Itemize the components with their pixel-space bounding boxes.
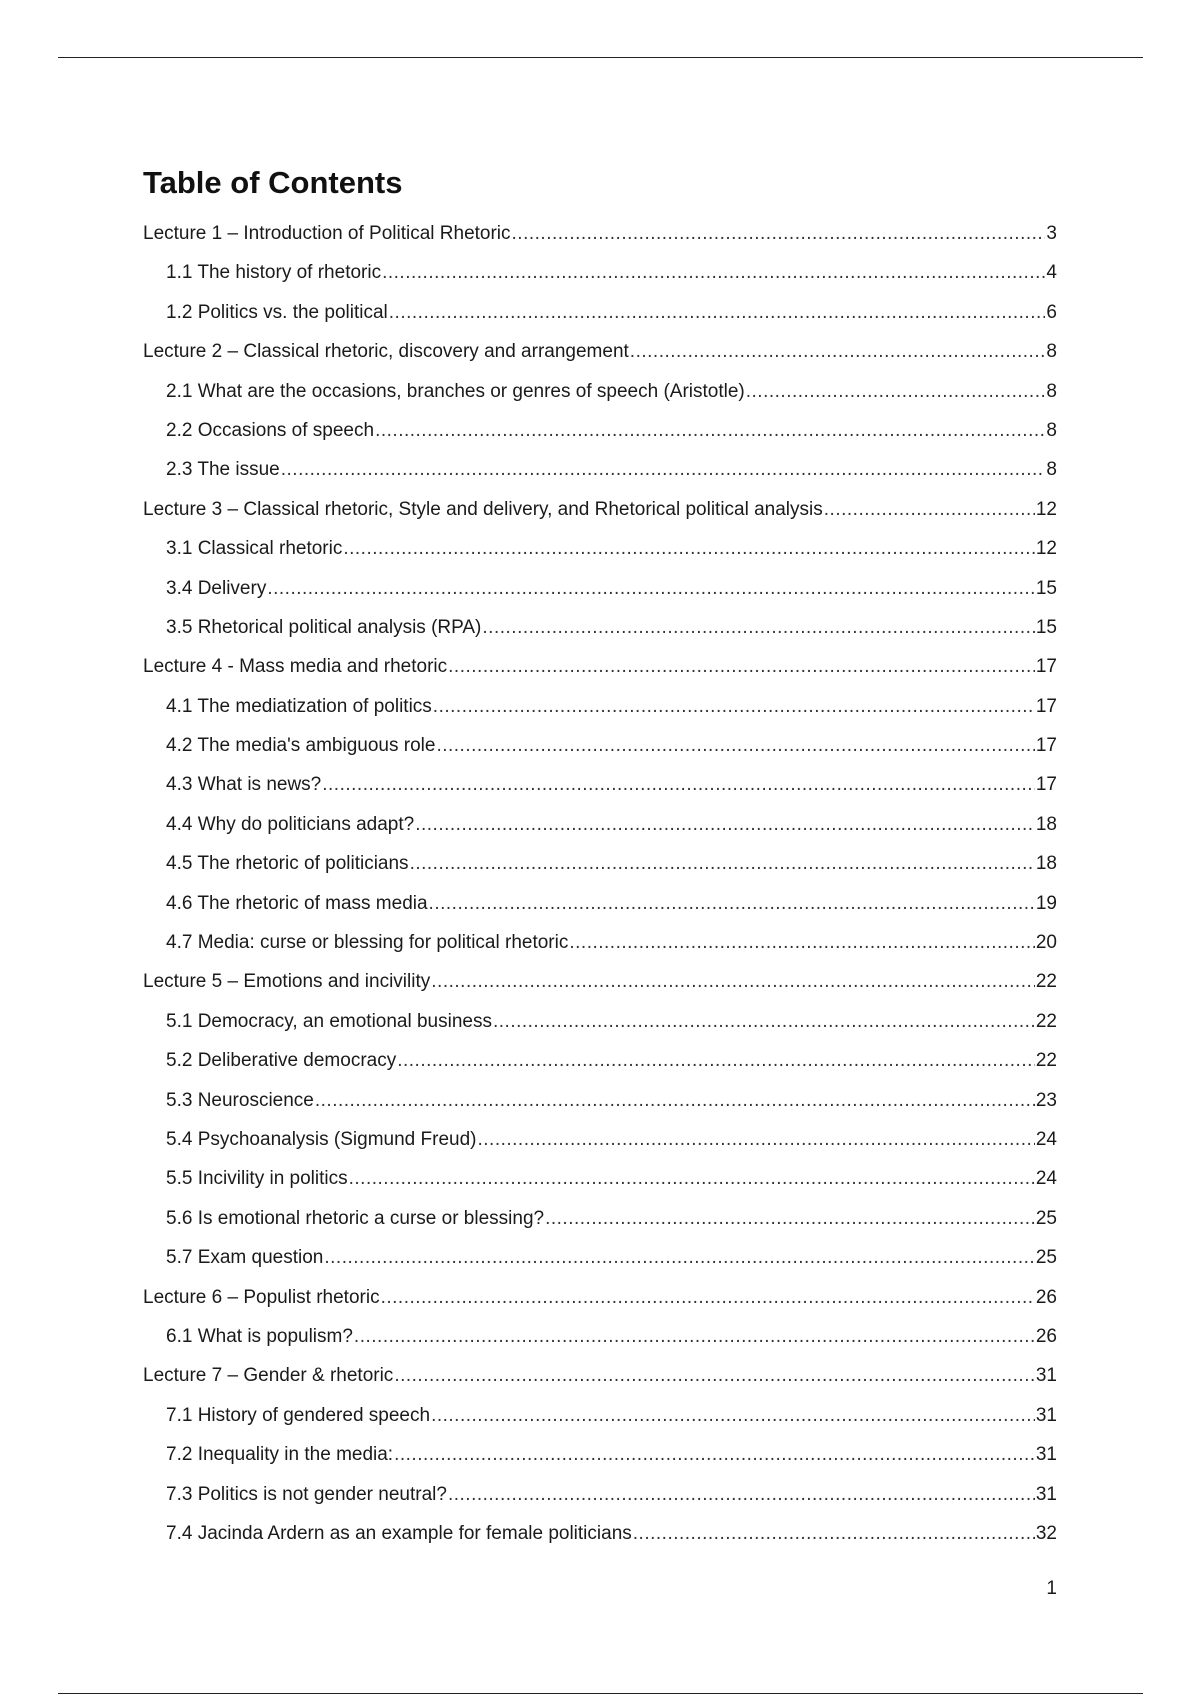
dot-leader (431, 962, 1035, 1001)
toc-entry-page: 17 (1035, 774, 1057, 796)
toc-lecture-entry[interactable] (143, 214, 1057, 253)
toc-section-entry[interactable] (143, 884, 1057, 923)
toc-section-entry[interactable] (143, 1238, 1057, 1277)
toc-entry-page: 25 (1035, 1247, 1057, 1269)
toc-entry-page: 3 (1046, 223, 1057, 244)
toc-entry-page: 31 (1035, 1365, 1057, 1387)
dot-leader (389, 293, 1046, 332)
toc-entry-page: 12 (1035, 498, 1057, 520)
toc-entry-label: 5.3 Neuroscience (166, 1089, 314, 1111)
toc-entry-label: 4.1 The mediatization of politics (166, 695, 432, 717)
dot-leader (433, 687, 1035, 726)
toc-section-entry[interactable] (143, 253, 1057, 292)
toc-section-entry[interactable] (143, 293, 1057, 332)
toc-entry-label: 4.5 The rhetoric of politicians (166, 853, 409, 875)
toc-entry-label: Lecture 2 – Classical rhetoric, discovery and arrangement (143, 341, 629, 363)
dot-leader (448, 647, 1035, 686)
dot-leader (324, 1238, 1034, 1277)
toc-lecture-entry[interactable] (143, 962, 1057, 1001)
footer-rule (58, 1693, 1143, 1694)
toc-entry-page: 31 (1035, 1483, 1057, 1505)
dot-leader (746, 372, 1046, 411)
toc-section-entry[interactable] (143, 1199, 1057, 1238)
toc-entry-page: 22 (1035, 1050, 1057, 1072)
toc-entry-label: 4.3 What is news? (166, 774, 322, 796)
toc-entry-page: 26 (1035, 1325, 1057, 1347)
toc-lecture-entry[interactable] (143, 647, 1057, 686)
dot-leader (482, 608, 1034, 647)
toc-entry-page: 31 (1035, 1404, 1057, 1426)
toc-section-entry[interactable] (143, 1396, 1057, 1435)
toc-entry-page: 19 (1035, 892, 1057, 914)
toc-entry-page: 4 (1046, 262, 1057, 284)
page-title: Table of Contents (143, 165, 403, 200)
toc-entry-label: 4.7 Media: curse or blessing for political rhetoric (166, 932, 569, 954)
toc-section-entry[interactable] (143, 805, 1057, 844)
toc-entry-label: 1.1 The history of rhetoric (166, 262, 382, 284)
dot-leader (448, 1475, 1035, 1514)
toc-entry-page: 18 (1035, 813, 1057, 835)
toc-entry-label: 7.2 Inequality in the media: (166, 1444, 394, 1466)
toc-entry-label: Lecture 6 – Populist rhetoric (143, 1286, 380, 1308)
toc-lecture-entry[interactable] (143, 1278, 1057, 1317)
dot-leader (415, 805, 1035, 844)
toc-entry-label: 5.5 Incivility in politics (166, 1168, 348, 1190)
toc-entry-label: 7.4 Jacinda Ardern as an example for female politicians (166, 1522, 632, 1544)
toc-entry-label: 2.2 Occasions of speech (166, 419, 375, 441)
toc-section-entry[interactable] (143, 1435, 1057, 1474)
toc-lecture-entry[interactable] (143, 490, 1057, 529)
dot-leader (382, 253, 1045, 292)
toc-entry-page: 6 (1046, 301, 1057, 323)
toc-lecture-entry[interactable] (143, 1356, 1057, 1395)
toc-entry-page: 26 (1035, 1286, 1057, 1308)
toc-entry-label: 2.1 What are the occasions, branches or genres of speech (Aristotle) (166, 380, 745, 402)
dot-leader (569, 923, 1035, 962)
toc-entry-page: 15 (1035, 577, 1057, 599)
toc-section-entry[interactable] (143, 1159, 1057, 1198)
toc-entry-page: 8 (1046, 419, 1057, 441)
dot-leader (394, 1356, 1035, 1395)
toc-entry-page: 25 (1035, 1207, 1057, 1229)
toc-entry-label: 5.1 Democracy, an emotional business (166, 1010, 492, 1032)
dot-leader (429, 884, 1035, 923)
dot-leader (397, 1041, 1035, 1080)
toc-section-entry[interactable] (143, 569, 1057, 608)
toc-entry-label: 5.6 Is emotional rhetoric a curse or blessing? (166, 1207, 545, 1229)
dot-leader (512, 214, 1046, 253)
dot-leader (493, 1002, 1035, 1041)
toc-entry-label: 3.4 Delivery (166, 577, 267, 599)
dot-leader (410, 844, 1035, 883)
table-of-contents (143, 214, 1057, 1553)
toc-entry-page: 31 (1035, 1444, 1057, 1466)
dot-leader (436, 726, 1034, 765)
dot-leader (381, 1278, 1035, 1317)
toc-section-entry[interactable] (143, 1475, 1057, 1514)
toc-section-entry[interactable] (143, 372, 1057, 411)
toc-entry-label: Lecture 3 – Classical rhetoric, Style and delivery, and Rhetorical political analysis (143, 498, 823, 520)
toc-section-entry[interactable] (143, 1081, 1057, 1120)
dot-leader (633, 1514, 1035, 1553)
toc-entry-label: Lecture 5 – Emotions and incivility (143, 971, 431, 993)
toc-entry-label: 2.3 The issue (166, 459, 280, 481)
toc-entry-label: 5.4 Psychoanalysis (Sigmund Freud) (166, 1128, 477, 1150)
dot-leader (267, 569, 1035, 608)
toc-section-entry[interactable] (143, 1120, 1057, 1159)
toc-entry-page: 23 (1035, 1089, 1057, 1111)
toc-entry-label: 3.1 Classical rhetoric (166, 538, 343, 560)
dot-leader (354, 1317, 1035, 1356)
dot-leader (630, 332, 1046, 371)
toc-section-entry[interactable] (143, 608, 1057, 647)
toc-entry-page: 18 (1035, 853, 1057, 875)
dot-leader (322, 765, 1035, 804)
toc-entry-label: 5.7 Exam question (166, 1247, 324, 1269)
toc-entry-label: Lecture 1 – Introduction of Political Rhetoric (143, 223, 511, 244)
toc-section-entry[interactable] (143, 1317, 1057, 1356)
toc-section-entry[interactable] (143, 1002, 1057, 1041)
toc-entry-page: 24 (1035, 1128, 1057, 1150)
toc-section-entry[interactable] (143, 923, 1057, 962)
toc-entry-label: 4.6 The rhetoric of mass media (166, 892, 428, 914)
toc-section-entry[interactable] (143, 687, 1057, 726)
toc-entry-label: 4.4 Why do politicians adapt? (166, 813, 415, 835)
toc-entry-label: Lecture 7 – Gender & rhetoric (143, 1365, 394, 1387)
dot-leader (477, 1120, 1034, 1159)
toc-entry-label: 6.1 What is populism? (166, 1325, 353, 1347)
toc-entry-page: 22 (1035, 971, 1057, 993)
toc-section-entry[interactable] (143, 844, 1057, 883)
toc-entry-page: 15 (1035, 616, 1057, 638)
toc-entry-page: 8 (1046, 341, 1057, 363)
toc-section-entry[interactable] (143, 1514, 1057, 1553)
toc-entry-page: 32 (1035, 1522, 1057, 1544)
toc-entry-label: 7.1 History of gendered speech (166, 1404, 431, 1426)
toc-entry-label: 1.2 Politics vs. the political (166, 301, 388, 323)
dot-leader (824, 490, 1035, 529)
toc-entry-label: 7.3 Politics is not gender neutral? (166, 1483, 447, 1505)
toc-entry-label: 4.2 The media's ambiguous role (166, 735, 436, 757)
header-rule (58, 57, 1143, 58)
dot-leader (343, 529, 1035, 568)
page-number: 1 (1046, 1578, 1057, 1599)
toc-section-entry[interactable] (143, 411, 1057, 450)
toc-entry-page: 22 (1035, 1010, 1057, 1032)
toc-entry-page: 20 (1035, 932, 1057, 954)
toc-entry-page: 17 (1035, 735, 1057, 757)
toc-section-entry[interactable] (143, 529, 1057, 568)
toc-entry-page: 8 (1046, 459, 1057, 481)
toc-entry-page: 8 (1046, 380, 1057, 402)
dot-leader (349, 1159, 1035, 1198)
dot-leader (375, 411, 1045, 450)
toc-entry-page: 12 (1035, 538, 1057, 560)
toc-section-entry[interactable] (143, 726, 1057, 765)
toc-lecture-entry[interactable] (143, 332, 1057, 371)
toc-entry-label: 5.2 Deliberative democracy (166, 1050, 397, 1072)
toc-entry-page: 17 (1035, 695, 1057, 717)
toc-entry-label: 3.5 Rhetorical political analysis (RPA) (166, 616, 482, 638)
dot-leader (315, 1081, 1035, 1120)
toc-section-entry[interactable] (143, 450, 1057, 489)
dot-leader (431, 1396, 1035, 1435)
dot-leader (394, 1435, 1035, 1474)
toc-entry-page: 24 (1035, 1168, 1057, 1190)
dot-leader (281, 450, 1046, 489)
toc-section-entry[interactable] (143, 1041, 1057, 1080)
toc-entry-page: 17 (1035, 656, 1057, 678)
toc-section-entry[interactable] (143, 765, 1057, 804)
dot-leader (545, 1199, 1035, 1238)
toc-entry-label: Lecture 4 - Mass media and rhetoric (143, 656, 448, 678)
